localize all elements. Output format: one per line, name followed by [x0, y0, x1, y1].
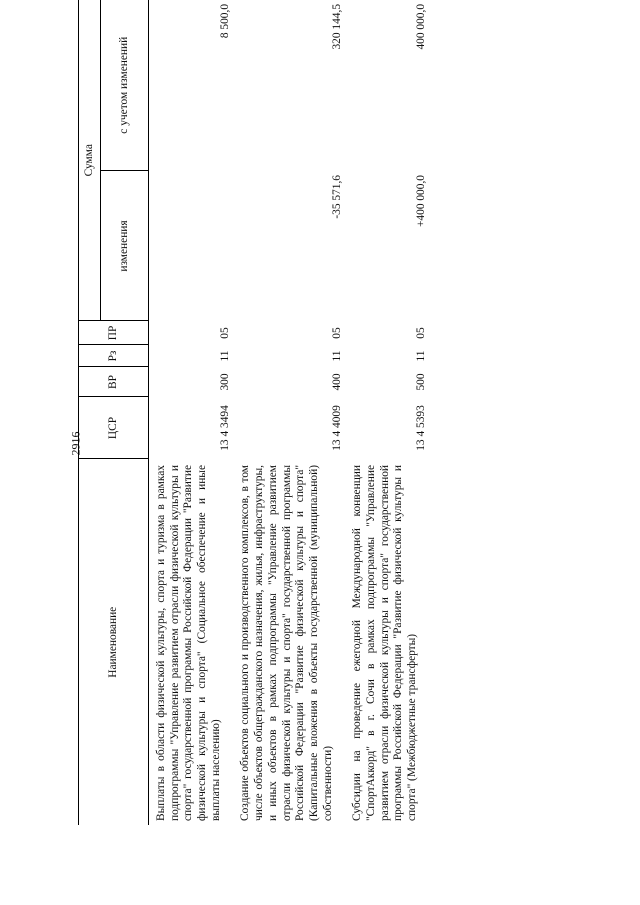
- row-rz: 11: [330, 350, 343, 362]
- header-sum: Сумма: [79, 0, 101, 321]
- header-vr: ВР: [79, 367, 149, 397]
- table-row: [345, 0, 429, 825]
- header-pr: ПР: [79, 321, 149, 345]
- row-vr: 400: [330, 373, 343, 391]
- row-changes: -35 571,6: [330, 175, 343, 219]
- row-name: Создание объектов социального и производственного комплексов, в том числе объектов общегражданского назначения, жилья, инфраструктуры, и иных объектов в рамках подпрограммы "Управление развитием отрасли физической культуры и спорта" государственной программы Российской Федерации "Развитие физической культуры и спорта" (Капитальные вложения в объекты государственной (муниципальной) собственности): [239, 465, 334, 821]
- header-changes: изменения: [101, 171, 149, 321]
- row-rz: 11: [218, 350, 231, 362]
- row-csr: 13 4 4009: [330, 405, 343, 451]
- budget-table-sheet: [78, 0, 592, 825]
- table-row: [233, 0, 345, 825]
- table-row: [149, 0, 234, 825]
- row-vr: 500: [415, 373, 427, 391]
- row-with-changes: 400 000,0: [415, 3, 427, 50]
- row-vr: 300: [218, 373, 231, 391]
- row-csr: 13 4 5393: [415, 405, 427, 451]
- row-csr: 13 4 3494: [218, 405, 231, 451]
- page-number: 2916: [68, 431, 83, 456]
- row-pr: 05: [415, 327, 427, 339]
- row-changes: [149, 171, 234, 321]
- row-pr: 05: [330, 327, 343, 339]
- row-name: Субсидии на проведение ежегодной Международной конвенции "СпортАккорд" в г. Сочи в рамках подпрограммы "Управление развитием отрасли физической культуры и спорта" государственной программы Российской Федерации "Развитие физической культуры и спорта" (Межбюджетные трансферты): [351, 465, 418, 821]
- header-name: Наименование: [79, 459, 149, 825]
- row-rz: 11: [415, 350, 427, 362]
- row-changes: +400 000,0: [415, 175, 427, 227]
- row-with-changes: 320 144,5: [330, 3, 343, 50]
- header-csr: ЦСР: [79, 397, 149, 459]
- header-rz: Рз: [79, 345, 149, 367]
- row-with-changes: 8 500,0: [218, 3, 231, 39]
- header-with-changes: с учетом изменений: [101, 0, 149, 171]
- row-pr: 05: [218, 327, 231, 339]
- budget-table: [78, 0, 430, 825]
- row-name: Выплаты в области физической культуры, спорта и туризма в рамках подпрограммы "Управление развитием отрасли физической культуры и спорта" государственной программы Российской Федерации "Развитие физической культуры и спорта" (Социальное обеспечение и иные выплаты населению): [155, 465, 222, 821]
